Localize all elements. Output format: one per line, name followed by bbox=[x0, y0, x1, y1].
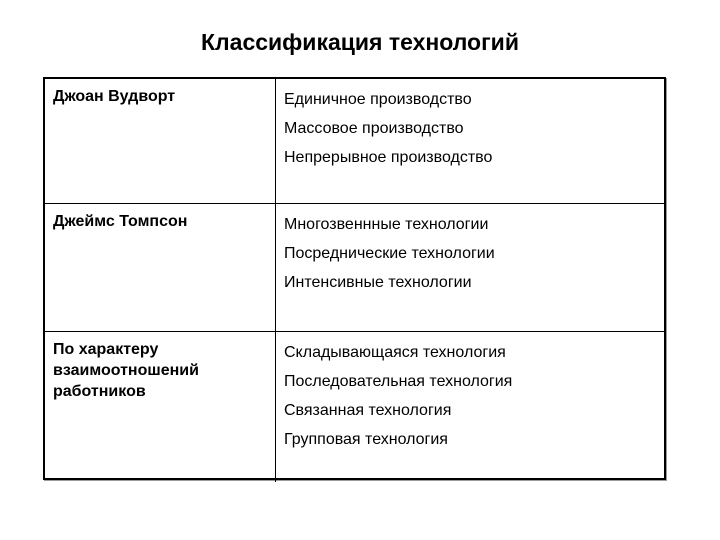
list-item: Непрерывное производство bbox=[284, 149, 493, 166]
classification-table bbox=[43, 77, 666, 480]
row-author-cell bbox=[45, 203, 276, 331]
slide-title: Классификация технологий bbox=[201, 29, 519, 55]
row-author-cell bbox=[45, 79, 276, 203]
row-items-cell bbox=[276, 79, 665, 203]
row-items-cell bbox=[276, 331, 665, 482]
list-item: Последовательная технология bbox=[284, 372, 513, 390]
list-item: Групповая технология bbox=[284, 430, 448, 448]
list-item: Единичное производство bbox=[284, 91, 472, 108]
row-author-label: Джеймс Томпсон bbox=[53, 212, 188, 230]
row-items-cell bbox=[276, 203, 665, 331]
row-author-label: Джоан Вудворт bbox=[53, 88, 176, 105]
row-author-label: По характеру взаимоотношений работников bbox=[53, 340, 199, 400]
table-row bbox=[45, 79, 664, 203]
row-author-cell bbox=[45, 331, 276, 482]
list-item: Многозвеннные технологии bbox=[284, 215, 489, 233]
list-item: Связанная технология bbox=[284, 401, 452, 419]
list-item: Посреднические технологии bbox=[284, 244, 495, 262]
list-item: Массовое производство bbox=[284, 120, 464, 137]
table-row bbox=[45, 203, 664, 331]
list-item: Интенсивные технологии bbox=[284, 273, 472, 291]
table-row bbox=[45, 331, 664, 482]
list-item: Складывающаяся технология bbox=[284, 343, 506, 361]
